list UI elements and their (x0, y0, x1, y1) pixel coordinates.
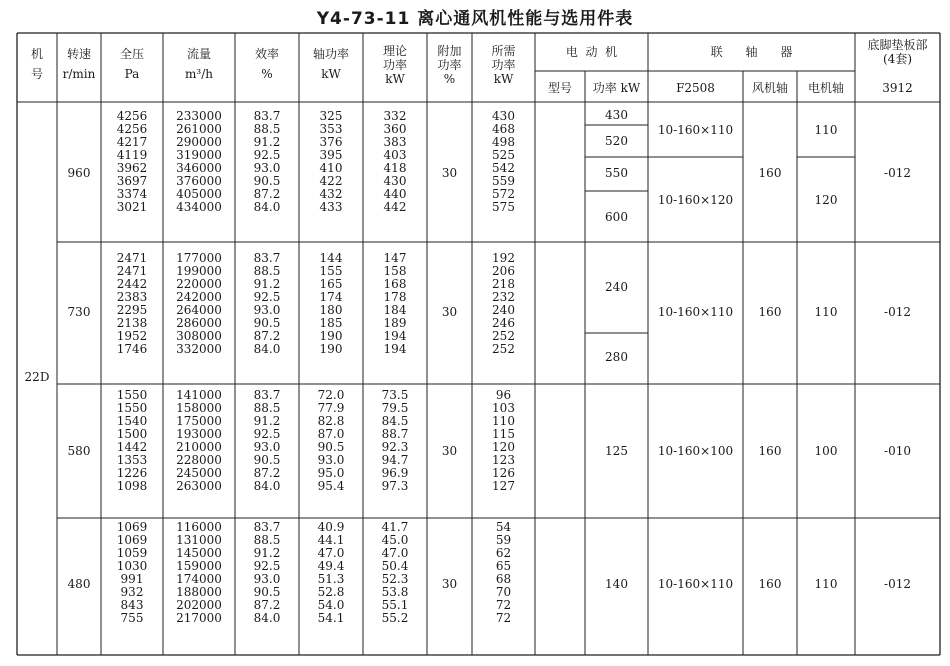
table-cell: 185 (319, 316, 343, 330)
table-cell: 360 (383, 122, 407, 136)
header-coupling: 联 轴 器 (710, 45, 793, 59)
table-cell: 233000 (176, 109, 222, 123)
header-extra-power (427, 44, 472, 86)
table-cell: 2471 (116, 264, 148, 278)
table-cell: 434000 (176, 200, 222, 214)
table-cell: 175000 (176, 414, 222, 428)
table-cell: 1952 (116, 329, 148, 343)
table-cell: 422 (319, 174, 343, 188)
motor-shaft-value: 100 (814, 444, 838, 458)
table-cell: 2471 (116, 251, 148, 265)
table-cell: 210000 (176, 440, 222, 454)
table-cell: 73.5 (381, 388, 409, 402)
header-required-power-unit: kW (493, 72, 514, 86)
table-cell: 55.2 (381, 611, 409, 625)
table-cell: 88.7 (381, 427, 409, 441)
table-cell: 3962 (116, 161, 148, 175)
header-motor-shaft: 电机轴 (807, 81, 844, 95)
table-cell: 432 (319, 187, 343, 201)
table-cell: 217000 (176, 611, 222, 625)
table-cell: 90.5 (253, 174, 281, 188)
motor-power-value: 550 (605, 166, 628, 180)
table-cell: 84.0 (253, 611, 281, 625)
table-cell: 286000 (176, 316, 222, 330)
header-base-pad (855, 38, 940, 66)
header-fan-shaft: 风机轴 (751, 81, 788, 95)
table-cell: 1746 (116, 342, 148, 356)
table-cell: 202000 (176, 598, 222, 612)
flow-list (163, 110, 235, 214)
efficiency-list (235, 389, 299, 493)
header-speed-line1: 转速 (66, 47, 91, 61)
base-pad-value: -012 (884, 577, 911, 591)
header-extra-power-unit: % (443, 72, 456, 86)
page-title: Y4-73-11 离心通风机性能与选用件表 (316, 9, 634, 29)
table-cell: 252 (492, 342, 515, 356)
table-cell: 190 (319, 342, 343, 356)
motor-power-value: 520 (605, 134, 628, 148)
table-cell: 184 (383, 303, 407, 317)
flow-list (163, 389, 235, 493)
header-flow-unit: m³/h (185, 67, 213, 81)
required-power-list (472, 521, 535, 625)
coupling-value: 10-160×110 (657, 577, 734, 591)
table-cell: 433 (319, 200, 343, 214)
pressure-list (101, 110, 163, 214)
table-cell: 405000 (176, 187, 222, 201)
table-cell: 83.7 (253, 388, 281, 402)
table-cell: 72.0 (317, 388, 345, 402)
table-cell: 147 (383, 251, 407, 265)
base-pad-value: -010 (884, 444, 911, 458)
table-cell: 290000 (176, 135, 222, 149)
motor-power-value: 125 (605, 444, 628, 458)
header-coupling-model: F2508 (676, 81, 715, 95)
table-cell: 218 (492, 277, 515, 291)
header-pressure (101, 44, 163, 84)
table-cell: 84.0 (253, 479, 281, 493)
header-pressure-line1: 全压 (119, 47, 144, 61)
table-cell: 1500 (116, 427, 148, 441)
table-cell: 168 (383, 277, 407, 291)
table-cell: 96.9 (381, 466, 409, 480)
table-cell: 190 (319, 329, 343, 343)
table-cell: 468 (492, 122, 515, 136)
table-cell: 52.3 (381, 572, 409, 586)
table-cell: 2383 (116, 290, 148, 304)
table-cell: 199000 (176, 264, 222, 278)
required-power-list (472, 110, 535, 214)
header-base-code: 3912 (882, 81, 913, 95)
table-cell: 93.0 (253, 303, 281, 317)
header-efficiency (235, 44, 299, 84)
table-cell: 62 (495, 546, 512, 560)
fan-shaft-value: 160 (758, 305, 782, 319)
motor-power-value: 600 (605, 210, 628, 224)
pressure-list (101, 252, 163, 356)
theory-power-list (363, 521, 427, 625)
table-cell: 87.2 (253, 329, 281, 343)
table-cell: 252 (492, 329, 515, 343)
table-cell: 103 (492, 401, 515, 415)
table-cell: 54.1 (317, 611, 345, 625)
shaft-power-list (299, 252, 363, 356)
table-cell: 94.7 (381, 453, 409, 467)
header-machine-no-line1: 机 (30, 47, 43, 61)
table-cell: 228000 (176, 453, 222, 467)
table-cell: 92.5 (253, 148, 281, 162)
table-cell: 126 (492, 466, 515, 480)
table-cell: 180 (319, 303, 343, 317)
table-cell: 155 (319, 264, 343, 278)
table-cell: 92.5 (253, 559, 281, 573)
table-cell: 159000 (176, 559, 222, 573)
table-cell: 178 (383, 290, 407, 304)
speed-value: 730 (67, 305, 91, 319)
motor-power-value: 140 (605, 577, 628, 591)
table-cell: 92.3 (381, 440, 409, 454)
table-cell: 418 (383, 161, 407, 175)
table-cell: 91.2 (253, 546, 281, 560)
table-cell: 90.5 (253, 453, 281, 467)
table-cell: 353 (319, 122, 343, 136)
pressure-list (101, 521, 163, 625)
table-cell: 82.8 (317, 414, 345, 428)
table-cell: 430 (492, 109, 515, 123)
header-motor: 电 动 机 (565, 45, 618, 59)
table-cell: 240 (492, 303, 515, 317)
table-cell: 87.2 (253, 466, 281, 480)
motor-power-value: 240 (605, 280, 628, 294)
table-cell: 245000 (176, 466, 222, 480)
header-theory-power (363, 44, 427, 86)
table-cell: 319000 (176, 148, 222, 162)
table-cell: 50.4 (381, 559, 409, 573)
table-cell: 87.2 (253, 187, 281, 201)
header-base-pad-line2: (4套) (883, 52, 912, 66)
table-cell: 93.0 (253, 440, 281, 454)
table-cell: 261000 (176, 122, 222, 136)
table-cell: 90.5 (317, 440, 345, 454)
speed-value: 960 (67, 166, 91, 180)
motor-power-value: 430 (605, 108, 628, 122)
table-cell: 68 (495, 572, 512, 586)
header-shaft-power-unit: kW (321, 67, 341, 81)
table-cell: 84.0 (253, 342, 281, 356)
table-cell: 144 (319, 251, 343, 265)
table-cell: 4256 (116, 122, 148, 136)
table-cell: 383 (383, 135, 407, 149)
fan-shaft-value: 160 (758, 166, 782, 180)
table-cell: 2138 (116, 316, 148, 330)
table-cell: 88.5 (253, 401, 281, 415)
table-cell: 242000 (176, 290, 222, 304)
table-cell: 4119 (116, 148, 148, 162)
table-cell: 2442 (116, 277, 148, 291)
table-cell: 1550 (116, 401, 148, 415)
table-cell: 115 (492, 427, 515, 441)
table-cell: 1226 (116, 466, 148, 480)
shaft-power-list (299, 521, 363, 625)
theory-power-list (363, 389, 427, 493)
table-cell: 1442 (116, 440, 148, 454)
table-cell: 59 (495, 533, 512, 547)
table-cell: 194 (383, 329, 407, 343)
motor-shaft-value: 110 (814, 577, 838, 591)
header-speed-unit: r/min (62, 67, 96, 81)
table-cell: 141000 (176, 388, 222, 402)
base-pad-value: -012 (884, 166, 911, 180)
speed-value: 580 (67, 444, 91, 458)
table-cell: 47.0 (317, 546, 345, 560)
header-efficiency-line1: 效率 (254, 47, 279, 61)
table-cell: 220000 (176, 277, 222, 291)
table-cell: 158000 (176, 401, 222, 415)
extra-power-value: 30 (441, 444, 458, 458)
table-cell: 430 (383, 174, 407, 188)
table-cell: 55.1 (381, 598, 409, 612)
table-cell: 90.5 (253, 585, 281, 599)
table-cell: 44.1 (317, 533, 345, 547)
header-required-power (472, 44, 535, 86)
extra-power-value: 30 (441, 577, 458, 591)
header-efficiency-unit: % (261, 67, 273, 81)
efficiency-list (235, 110, 299, 214)
theory-power-list (363, 252, 427, 356)
base-pad-value: -012 (884, 305, 911, 319)
pressure-list (101, 389, 163, 493)
table-cell: 88.5 (253, 264, 281, 278)
flow-list (163, 252, 235, 356)
table-cell: 2295 (116, 303, 148, 317)
table-cell: 193000 (176, 427, 222, 441)
table-cell: 54 (495, 520, 512, 534)
table-cell: 72 (495, 611, 512, 625)
coupling-value: 10-160×120 (657, 193, 734, 207)
header-theory-power-line2: 功率 (382, 58, 407, 72)
table-cell: 123 (492, 453, 515, 467)
header-required-power-line2: 功率 (491, 58, 516, 72)
table-cell: 47.0 (381, 546, 409, 560)
table-cell: 1353 (116, 453, 148, 467)
header-required-power-line1: 所需 (491, 44, 516, 58)
motor-shaft-value: 110 (814, 305, 838, 319)
table-cell: 189 (383, 316, 407, 330)
table-cell: 88.5 (253, 122, 281, 136)
table-cell: 96 (495, 388, 512, 402)
table-cell: 95.4 (317, 479, 345, 493)
extra-power-value: 30 (441, 166, 458, 180)
table-cell: 308000 (176, 329, 222, 343)
table-cell: 525 (492, 148, 515, 162)
table-cell: 90.5 (253, 316, 281, 330)
header-machine-no-line2: 号 (30, 67, 43, 81)
table-cell: 1098 (116, 479, 148, 493)
table-cell: 572 (492, 187, 515, 201)
table-cell: 88.5 (253, 533, 281, 547)
table-cell: 95.0 (317, 466, 345, 480)
table-cell: 991 (120, 572, 144, 586)
table-cell: 376 (319, 135, 343, 149)
table-cell: 1550 (116, 388, 148, 402)
table-cell: 376000 (176, 174, 222, 188)
motor-shaft-value: 110 (814, 123, 838, 137)
table-cell: 4217 (116, 135, 148, 149)
motor-shaft-value: 120 (814, 193, 838, 207)
header-extra-power-line2: 功率 (437, 58, 462, 72)
table-cell: 542 (492, 161, 515, 175)
table-cell: 120 (492, 440, 515, 454)
motor-power-value: 280 (605, 350, 628, 364)
speed-value: 480 (67, 577, 91, 591)
table-cell: 1069 (116, 533, 148, 547)
table-cell: 177000 (176, 251, 222, 265)
table-cell: 194 (383, 342, 407, 356)
efficiency-list (235, 521, 299, 625)
table-cell: 1030 (116, 559, 148, 573)
header-extra-power-line1: 附加 (437, 44, 462, 58)
header-theory-power-line1: 理论 (382, 44, 407, 58)
table-cell: 332000 (176, 342, 222, 356)
table-cell: 1059 (116, 546, 148, 560)
header-motor-model: 型号 (547, 81, 572, 95)
table-cell: 332 (383, 109, 407, 123)
theory-power-list (363, 110, 427, 214)
table-cell: 51.3 (317, 572, 345, 586)
fan-shaft-value: 160 (758, 444, 782, 458)
table-cell: 346000 (176, 161, 222, 175)
table-cell: 93.0 (317, 453, 345, 467)
table-cell: 3021 (116, 200, 148, 214)
table-cell: 93.0 (253, 161, 281, 175)
table-cell: 92.5 (253, 290, 281, 304)
table-cell: 174000 (176, 572, 222, 586)
table-cell: 246 (492, 316, 515, 330)
table-cell: 403 (383, 148, 407, 162)
header-pressure-unit: Pa (124, 67, 140, 81)
table-cell: 932 (120, 585, 144, 599)
table-cell: 92.5 (253, 427, 281, 441)
table-cell: 559 (492, 174, 515, 188)
table-cell: 83.7 (253, 251, 281, 265)
table-cell: 45.0 (381, 533, 409, 547)
table-cell: 65 (495, 559, 512, 573)
required-power-list (472, 389, 535, 493)
table-cell: 3374 (116, 187, 148, 201)
efficiency-list (235, 252, 299, 356)
header-machine-no (17, 44, 57, 84)
table-cell: 54.0 (317, 598, 345, 612)
table-cell: 174 (319, 290, 343, 304)
machine-number: 22D (24, 370, 50, 384)
header-speed (57, 44, 101, 84)
table-cell: 145000 (176, 546, 222, 560)
table-cell: 410 (319, 161, 343, 175)
table-cell: 72 (495, 598, 512, 612)
table-cell: 192 (492, 251, 515, 265)
table-cell: 843 (120, 598, 144, 612)
table-cell: 4256 (116, 109, 148, 123)
table-cell: 755 (120, 611, 144, 625)
table-cell: 83.7 (253, 109, 281, 123)
table-cell: 40.9 (317, 520, 345, 534)
table-cell: 116000 (176, 520, 222, 534)
header-base-pad-line1: 底脚垫板部 (867, 38, 928, 52)
table-cell: 264000 (176, 303, 222, 317)
header-flow-line1: 流量 (186, 47, 211, 61)
table-cell: 110 (492, 414, 515, 428)
table-cell: 52.8 (317, 585, 345, 599)
table-cell: 325 (319, 109, 343, 123)
table-cell: 41.7 (381, 520, 409, 534)
table-cell: 84.5 (381, 414, 409, 428)
coupling-value: 10-160×110 (657, 123, 734, 137)
shaft-power-list (299, 110, 363, 214)
table-cell: 131000 (176, 533, 222, 547)
table-cell: 84.0 (253, 200, 281, 214)
table-cell: 1069 (116, 520, 148, 534)
table-cell: 158 (383, 264, 407, 278)
table-cell: 395 (319, 148, 343, 162)
table-cell: 127 (492, 479, 515, 493)
table-cell: 263000 (176, 479, 222, 493)
required-power-list (472, 252, 535, 356)
table-cell: 97.3 (381, 479, 409, 493)
extra-power-value: 30 (441, 305, 458, 319)
table-cell: 79.5 (381, 401, 409, 415)
table-cell: 91.2 (253, 135, 281, 149)
fan-shaft-value: 160 (758, 577, 782, 591)
header-shaft-power-line1: 轴功率 (312, 47, 349, 61)
table-cell: 87.2 (253, 598, 281, 612)
table-cell: 498 (492, 135, 515, 149)
header-shaft-power (299, 44, 363, 84)
table-cell: 3697 (116, 174, 148, 188)
table-cell: 165 (319, 277, 343, 291)
table-cell: 575 (492, 200, 515, 214)
coupling-value: 10-160×110 (657, 305, 734, 319)
table-cell: 53.8 (381, 585, 409, 599)
table-cell: 1540 (116, 414, 148, 428)
table-cell: 77.9 (317, 401, 345, 415)
table-cell: 83.7 (253, 520, 281, 534)
table-cell: 188000 (176, 585, 222, 599)
table-cell: 206 (492, 264, 515, 278)
table-cell: 87.0 (317, 427, 345, 441)
table-cell: 49.4 (317, 559, 345, 573)
table-cell: 91.2 (253, 414, 281, 428)
header-motor-power: 功率 kW (592, 81, 641, 95)
flow-list (163, 521, 235, 625)
table-cell: 440 (383, 187, 407, 201)
table-cell: 442 (383, 200, 407, 214)
table-cell: 232 (492, 290, 515, 304)
header-flow (163, 44, 235, 84)
header-theory-power-unit: kW (385, 72, 405, 86)
table-cell: 70 (495, 585, 512, 599)
shaft-power-list (299, 389, 363, 493)
table-cell: 93.0 (253, 572, 281, 586)
table-cell: 91.2 (253, 277, 281, 291)
coupling-value: 10-160×100 (657, 444, 734, 458)
